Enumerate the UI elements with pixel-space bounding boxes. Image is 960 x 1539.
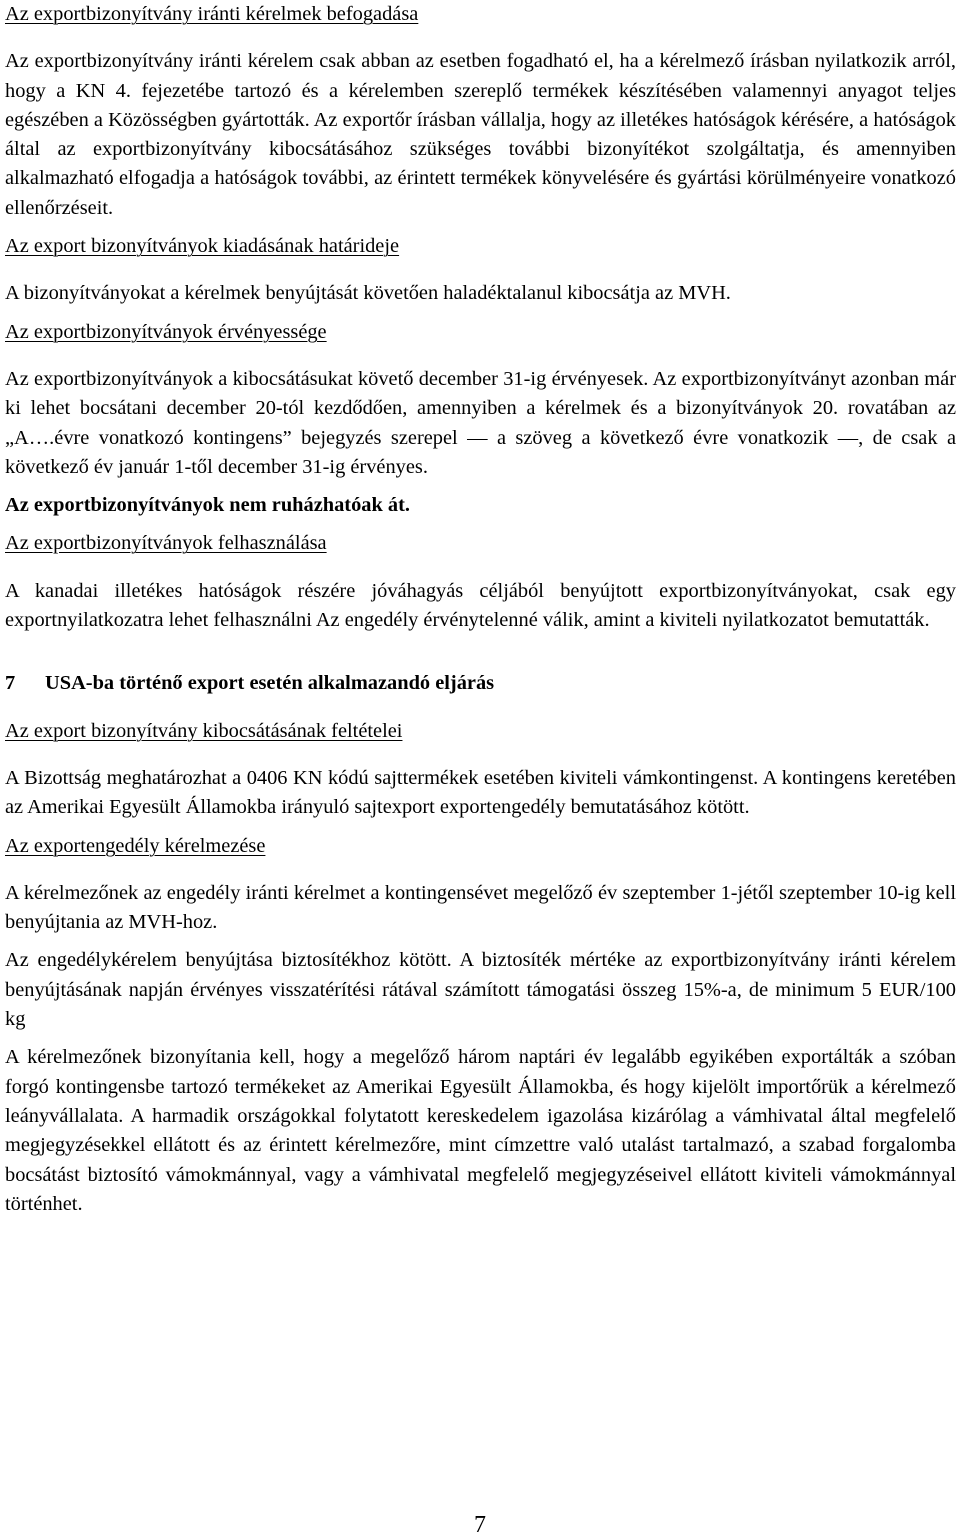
page-number: 7 [474, 1512, 486, 1538]
heading-feltetelek: Az export bizonyítvány kibocsátásának feltételei [5, 719, 403, 742]
section-number: 7 [5, 672, 16, 695]
paragraph-kerelmezes-3: A kérelmezőnek bizonyítania kell, hogy a megelőző három naptári év legalább egyikében exportálták a szóban forgó kontingensbe tartozó termékeket az Amerikai Egyesült Államokba, és hogy kijelölt importőrük a kérelmező leányvállalata. A harmadik országokkal folytatott kereskedelem igazolása kizárólag a vámhivatal által megfelelő megjegyzésekkel ellátott és az érintett kérelmezőre, mint címzettre való utalást tartalmazó, a szabad forgalomba bocsátást biztosító vámokmánnyal, vagy a vámhivatal megfelelő megjegyzéseivel ellátott kiviteli vámokmánnyal történhet. [5, 1046, 956, 1215]
heading-felhasznalas: Az exportbizonyítványok felhasználása [5, 532, 327, 555]
paragraph-kerelmezes-1: A kérelmezőnek az engedély iránti kérelmet a kontingensévet megelőző év szeptember 1-jétől szeptember 10-ig kell benyújtania az MVH-hoz. [5, 881, 956, 934]
paragraph-ervenyesseg: Az exportbizonyítványok a kibocsátásukat követő december 31-ig érvényesek. Az exportbizonyítványt azonban már ki lehet bocsátani december 20-tól kezdődően, amennyiben a kérelmek és a bizonyítványok 20. rovatában az „A….évre vonatkozó kontingens” bejegyzés szerepel — a szöveg a következő évre vonatkozik —, de csak a következő év január 1-től december 31-ig érvényes. [5, 367, 956, 478]
document-page [5, 0, 956, 1219]
paragraph-hatarido: A bizonyítványokat a kérelmek benyújtását követően haladéktalanul kibocsátja az MVH. [5, 282, 731, 305]
paragraph-befogadas: Az exportbizonyítvány iránti kérelem csak abban az esetben fogadható el, ha a kérelmező írásban nyilatkozik arról, hogy a KN 4. fejezetébe tartozó és a kérelemben szereplő termékek készítésében valamennyi anyagot teljes egészében a Közösségben gyártották. Az exportőr írásban vállalja, hogy az illetékes hatóságok kérésére, a hatóságok által az exportbizonyítvány kibocsátásához szükséges további bizonyítékot szolgáltatja, és amennyiben alkalmazható elfogadja a hatóságok további, az érintett termékek könyvelésére és gyártási körülményeire vonatkozó ellenőrzéseit. [5, 50, 956, 219]
heading-hatarido: Az export bizonyítványok kiadásának határideje [5, 235, 400, 258]
paragraph-nem-ruhazhato: Az exportbizonyítványok nem ruházhatóak át. [5, 494, 410, 517]
paragraph-felhasznalas: A kanadai illetékes hatóságok részére jóváhagyás céljából benyújtott exportbizonyítványokat, csak egy exportnyilatkozatra lehet felhasználni Az engedély érvénytelenné válik, amint a kiviteli nyilatkozatot bemutatták. [5, 579, 956, 632]
heading-ervenyesseg: Az exportbizonyítványok érvényessége [5, 320, 327, 343]
heading-kerelmezes: Az exportengedély kérelmezése [5, 834, 266, 857]
paragraph-kerelmezes-2: Az engedélykérelem benyújtása biztosítékhoz kötött. A biztosíték mértéke az exportbizonyítvány iránti kérelem benyújtásának napján érvényes visszatérítési rátával számított támogatási összeg 15%-a, de minimum 5 EUR/100 kg [5, 949, 956, 1031]
paragraph-feltetelek: A Bizottság meghatározhat a 0406 KN kódú sajttermékek esetében kiviteli vámkontingenst. A kontingens keretében az Amerikai Egyesült Államokba irányuló sajtexport exportengedély bemutatásához kötött. [5, 766, 956, 819]
section-7-heading [5, 669, 956, 698]
section-title: USA-ba történő export esetén alkalmazandó eljárás [45, 672, 495, 695]
heading-befogadas: Az exportbizonyítvány iránti kérelmek befogadása [5, 3, 419, 25]
